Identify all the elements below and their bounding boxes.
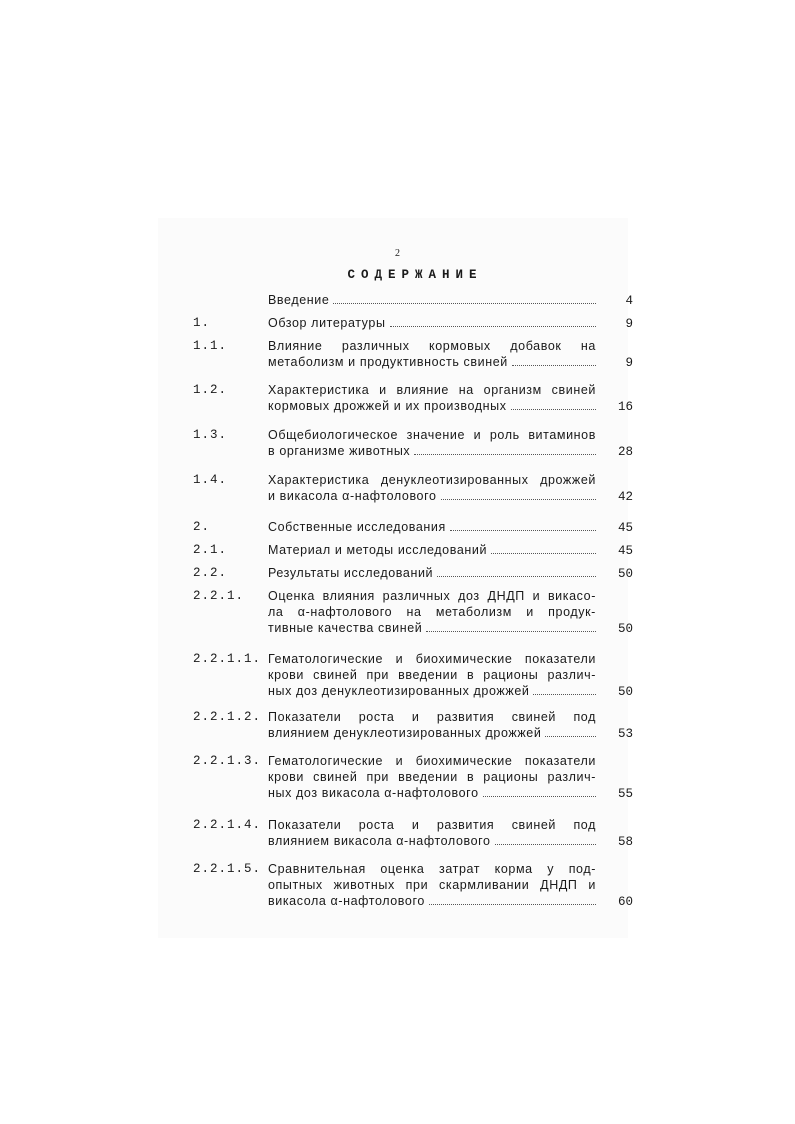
toc-entry-number: 1.3. <box>193 428 228 442</box>
toc-entry-title <box>268 382 596 414</box>
toc-entry-line: Сравнительная оценка затрат корма у под- <box>268 862 596 876</box>
page-title: СОДЕРЖАНИЕ <box>347 268 483 282</box>
toc-entry-page: 16 <box>617 400 633 414</box>
toc-entry-line: Влияние различных кормовых добавок на <box>268 339 596 353</box>
toc-entry-line: Обзор литературы <box>268 316 386 330</box>
toc-entry-number: 2.2.1.1. <box>193 652 262 666</box>
toc-entry-title <box>268 651 596 699</box>
toc-entry-line: викасола α-нафтолового <box>268 894 425 908</box>
toc-entry-number: 1. <box>193 316 211 330</box>
toc-entry-page: 58 <box>617 835 633 849</box>
leader-dots <box>495 833 596 845</box>
toc-entry-title <box>268 817 596 849</box>
toc-entry-page: 50 <box>617 567 633 581</box>
toc-entry-line: ных доз денуклеотизированных дрожжей <box>268 684 530 698</box>
toc-entry-line: и викасола α-нафтолового <box>268 489 437 503</box>
toc-entry-page: 9 <box>625 356 633 370</box>
toc-entry-line: кормовых дрожжей и их производных <box>268 399 507 413</box>
toc-entry-title <box>268 753 596 801</box>
leader-dots <box>483 785 596 797</box>
toc-entry-number: 1.2. <box>193 383 228 397</box>
toc-entry-title <box>268 542 596 558</box>
toc-entry-line: ла α-нафтолового на метаболизм и продук- <box>268 605 596 619</box>
leader-dots <box>333 292 596 304</box>
toc-entry-page: 9 <box>625 317 633 331</box>
toc-entry-line: Характеристика и влияние на организм свиней <box>268 383 596 397</box>
leader-dots <box>441 488 596 500</box>
toc-entry-line: Показатели роста и развития свиней под <box>268 710 596 724</box>
toc-entry-line: крови свиней при введении в рационы различ- <box>268 668 596 682</box>
toc-entry-page: 50 <box>617 685 633 699</box>
toc-entry-page: 55 <box>617 787 633 801</box>
leader-dots <box>414 443 596 455</box>
toc-entry-line: Характеристика денуклеотизированных дрожжей <box>268 473 596 487</box>
toc-entry-line: Гематологические и биохимические показатели <box>268 754 596 768</box>
toc-entry-number: 2.2.1.5. <box>193 862 262 876</box>
toc-entry-line: Материал и методы исследований <box>268 543 488 557</box>
toc-entry-number: 2.2.1. <box>193 589 245 603</box>
toc-entry-title <box>268 519 596 535</box>
toc-entry-line: крови свиней при введении в рационы различ- <box>268 770 596 784</box>
toc-entry-page: 4 <box>625 294 633 308</box>
toc-entry-number: 2.2. <box>193 566 228 580</box>
toc-entry-line: метаболизм и продуктивность свиней <box>268 355 508 369</box>
toc-entry-title <box>268 427 596 459</box>
toc-entry-line: Собственные исследования <box>268 520 446 534</box>
toc-entry-title <box>268 588 596 636</box>
toc-entry-page: 50 <box>617 622 633 636</box>
toc-entry-number: 2.1. <box>193 543 228 557</box>
leader-dots <box>426 620 596 632</box>
toc-entry-line: Введение <box>268 293 330 307</box>
toc-entry-title <box>268 565 596 581</box>
leader-dots <box>533 683 596 695</box>
toc-entry-line: Общебиологическое значение и роль витаминов <box>268 428 596 442</box>
toc-entry-number: 1.1. <box>193 339 228 353</box>
toc-entry-title <box>268 709 596 741</box>
toc-entry-line: Результаты исследований <box>268 566 434 580</box>
toc-entry-page: 42 <box>617 490 633 504</box>
toc-entry-line: тивные качества свиней <box>268 621 423 635</box>
toc-entry-title <box>268 292 596 308</box>
toc-entry-line: влиянием викасола α-нафтолового <box>268 834 491 848</box>
toc-entry-page: 45 <box>617 544 633 558</box>
leader-dots <box>450 519 596 531</box>
leader-dots <box>511 398 596 410</box>
toc-entry-line: Показатели роста и развития свиней под <box>268 818 596 832</box>
toc-entry-number: 2.2.1.3. <box>193 754 262 768</box>
toc-entry-title <box>268 472 596 504</box>
toc-entry-page: 28 <box>617 445 633 459</box>
toc-entry-number: 2. <box>193 520 211 534</box>
leader-dots <box>545 725 596 737</box>
leader-dots <box>390 315 596 327</box>
toc-entry-line: ных доз викасола α-нафтолового <box>268 786 479 800</box>
toc-entry-line: опытных животных при скармливании ДНДП и <box>268 878 596 892</box>
toc-entry-title <box>268 315 596 331</box>
toc-entry-number: 2.2.1.4. <box>193 818 262 832</box>
leader-dots <box>491 542 596 554</box>
toc-entry-page: 53 <box>617 727 633 741</box>
leader-dots <box>437 565 596 577</box>
toc-entry-line: влиянием денуклеотизированных дрожжей <box>268 726 542 740</box>
toc-entry-title <box>268 338 596 370</box>
page-number: 2 <box>395 248 400 259</box>
toc-entry-line: в организме животных <box>268 444 411 458</box>
toc-entry-page: 60 <box>617 895 633 909</box>
toc-entry-title <box>268 861 596 909</box>
toc-entry-number: 2.2.1.2. <box>193 710 262 724</box>
toc-entry-line: Гематологические и биохимические показатели <box>268 652 596 666</box>
toc-entry-number: 1.4. <box>193 473 228 487</box>
toc-entry-page: 45 <box>617 521 633 535</box>
leader-dots <box>429 893 596 905</box>
leader-dots <box>512 354 596 366</box>
toc-entry-line: Оценка влияния различных доз ДНДП и викасо- <box>268 589 596 603</box>
